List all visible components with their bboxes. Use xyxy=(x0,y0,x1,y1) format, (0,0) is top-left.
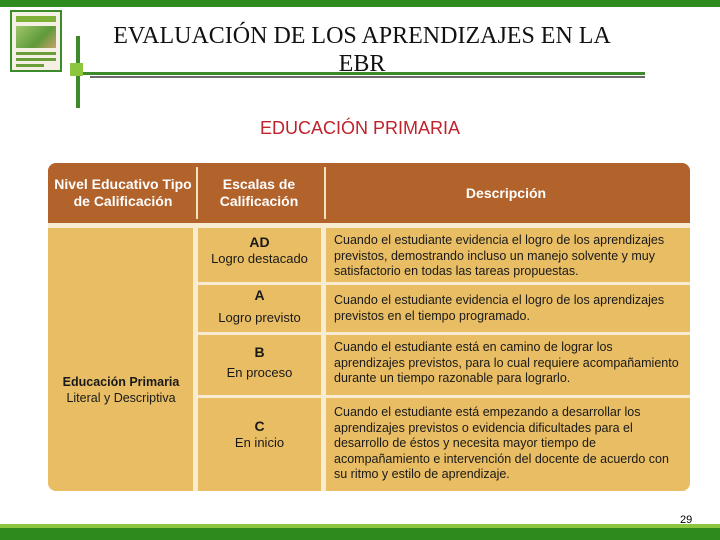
table-row-c-description: Cuando el estudiante está empezando a desarrollar los aprendizajes previstos o evidencia dificultades para el desarrollo de éstos y necesita mayor tiempo de acompañamiento e intervención del docente de acuerdo con su ritmo y estilo de aprendizaje. xyxy=(334,405,669,481)
grade-code: AD xyxy=(249,234,270,250)
grade-code: A xyxy=(254,287,265,303)
table-header xyxy=(48,163,690,223)
grade-label: Logro previsto xyxy=(218,309,301,325)
page-subtitle: EDUCACIÓN PRIMARIA xyxy=(259,118,461,138)
header-level: Nivel Educativo Tipo de Calificación xyxy=(54,176,192,209)
level-type: Literal y Descriptiva xyxy=(66,390,176,405)
header-description: Descripción xyxy=(465,184,547,201)
education-level xyxy=(52,375,190,406)
grade-label: Logro destacado xyxy=(211,250,308,266)
grade-code: C xyxy=(254,418,265,434)
table-row-ad-grade xyxy=(198,235,321,266)
table-row-b-description: Cuando el estudiante está en camino de lograr los aprendizajes previstos, para lo cual requiere acompañamiento durante un tiempo razonable para lograrlo. xyxy=(334,340,679,385)
grade-label: En proceso xyxy=(226,364,293,380)
table-row-c-grade xyxy=(198,419,321,450)
grading-scale-table xyxy=(48,163,690,491)
header-scale: Escalas de Calificación xyxy=(219,176,299,209)
page-number: 29 xyxy=(680,514,693,526)
top-green-bar xyxy=(0,0,720,7)
page-title: EVALUACIÓN DE LOS APRENDIZAJES EN LA EBR xyxy=(113,23,611,77)
decorative-square xyxy=(70,63,83,76)
document-cover-thumbnail xyxy=(10,10,62,72)
table-row-a-grade xyxy=(198,288,321,325)
level-name: Educación Primaria xyxy=(62,375,180,389)
grade-code: B xyxy=(254,344,265,360)
table-row-b-grade xyxy=(198,345,321,380)
footer-green-bar xyxy=(0,528,720,540)
grade-label: En inicio xyxy=(234,434,285,450)
table-row-a-description: Cuando el estudiante evidencia el logro de los aprendizajes previstos en el tiempo programado. xyxy=(334,293,665,323)
table-row-ad-description: Cuando el estudiante evidencia el logro de los aprendizajes previstos, demostrando incluso un manejo solvente y muy satisfactorio en todas las tareas propuestas. xyxy=(334,233,665,278)
